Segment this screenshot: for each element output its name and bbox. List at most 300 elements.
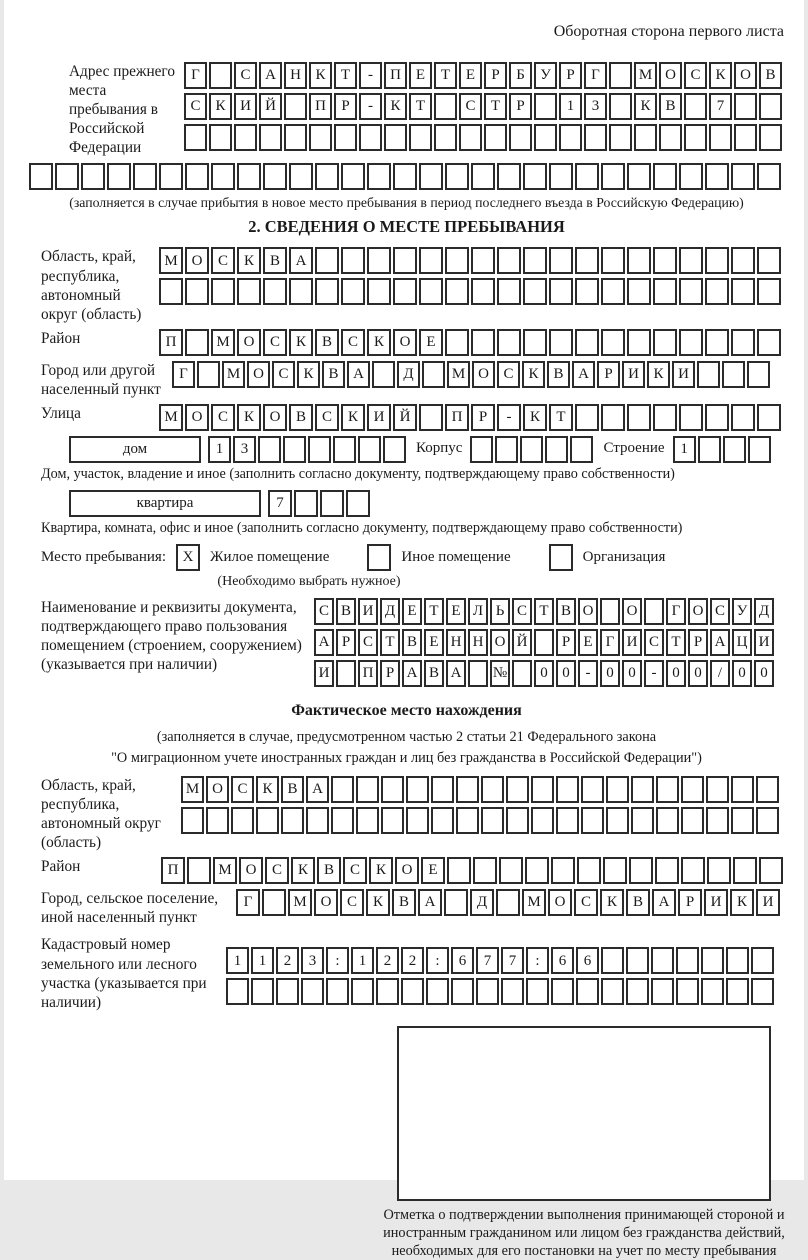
- char-cell[interactable]: О: [185, 247, 209, 274]
- char-cell[interactable]: С: [358, 629, 378, 656]
- char-cell[interactable]: Е: [419, 329, 443, 356]
- char-cell[interactable]: [419, 163, 443, 190]
- char-cell[interactable]: [684, 93, 707, 120]
- char-cell[interactable]: [358, 436, 381, 463]
- char-cell[interactable]: К: [237, 247, 261, 274]
- char-cell[interactable]: О: [239, 857, 263, 884]
- char-cell[interactable]: Г: [600, 629, 620, 656]
- char-cell[interactable]: Ь: [490, 598, 510, 625]
- char-cell[interactable]: К: [522, 361, 545, 388]
- char-cell[interactable]: [523, 247, 547, 274]
- char-cell[interactable]: К: [369, 857, 393, 884]
- char-cell[interactable]: [251, 978, 274, 1005]
- char-cell[interactable]: С: [497, 361, 520, 388]
- char-cell[interactable]: [731, 404, 755, 431]
- char-cell[interactable]: С: [341, 329, 365, 356]
- char-cell[interactable]: М: [634, 62, 657, 89]
- char-cell[interactable]: К: [647, 361, 670, 388]
- char-cell[interactable]: М: [288, 889, 312, 916]
- char-cell[interactable]: [315, 163, 339, 190]
- char-cell[interactable]: [601, 247, 625, 274]
- char-cell[interactable]: Т: [334, 62, 357, 89]
- char-cell[interactable]: В: [289, 404, 313, 431]
- char-cell[interactable]: 0: [666, 660, 686, 687]
- char-cell[interactable]: А: [289, 247, 313, 274]
- char-cell[interactable]: Г: [666, 598, 686, 625]
- char-cell[interactable]: [231, 807, 254, 834]
- char-cell[interactable]: [406, 776, 429, 803]
- char-cell[interactable]: М: [159, 404, 183, 431]
- char-cell[interactable]: 2: [376, 947, 399, 974]
- char-cell[interactable]: 0: [754, 660, 774, 687]
- char-cell[interactable]: [576, 978, 599, 1005]
- char-cell[interactable]: [289, 278, 313, 305]
- char-cell[interactable]: [456, 776, 479, 803]
- char-cell[interactable]: О: [263, 404, 287, 431]
- char-cell[interactable]: [497, 163, 521, 190]
- char-cell[interactable]: [525, 857, 549, 884]
- char-cell[interactable]: [197, 361, 220, 388]
- char-cell[interactable]: И: [367, 404, 391, 431]
- char-cell[interactable]: [644, 598, 664, 625]
- char-cell[interactable]: Р: [509, 93, 532, 120]
- char-cell[interactable]: [206, 807, 229, 834]
- char-cell[interactable]: [705, 247, 729, 274]
- char-cell[interactable]: [577, 857, 601, 884]
- char-cell[interactable]: [706, 776, 729, 803]
- char-cell[interactable]: [55, 163, 79, 190]
- char-cell[interactable]: [497, 247, 521, 274]
- char-cell[interactable]: А: [314, 629, 334, 656]
- char-cell[interactable]: [705, 163, 729, 190]
- char-cell[interactable]: [697, 361, 720, 388]
- char-cell[interactable]: [471, 247, 495, 274]
- char-cell[interactable]: 3: [233, 436, 256, 463]
- char-cell[interactable]: И: [704, 889, 728, 916]
- char-cell[interactable]: П: [358, 660, 378, 687]
- char-cell[interactable]: [512, 660, 532, 687]
- char-cell[interactable]: С: [272, 361, 295, 388]
- char-cell[interactable]: 6: [576, 947, 599, 974]
- char-cell[interactable]: В: [315, 329, 339, 356]
- char-cell[interactable]: [556, 776, 579, 803]
- char-cell[interactable]: [334, 124, 357, 151]
- char-cell[interactable]: [549, 163, 573, 190]
- char-cell[interactable]: [631, 807, 654, 834]
- char-cell[interactable]: С: [265, 857, 289, 884]
- char-cell[interactable]: [656, 807, 679, 834]
- char-cell[interactable]: [383, 436, 406, 463]
- char-cell[interactable]: [731, 163, 755, 190]
- char-cell[interactable]: С: [340, 889, 364, 916]
- char-cell[interactable]: Т: [484, 93, 507, 120]
- char-cell[interactable]: Л: [468, 598, 488, 625]
- char-cell[interactable]: [531, 776, 554, 803]
- char-cell[interactable]: [341, 247, 365, 274]
- char-cell[interactable]: [653, 329, 677, 356]
- char-cell[interactable]: [751, 978, 774, 1005]
- char-cell[interactable]: П: [445, 404, 469, 431]
- char-cell[interactable]: К: [289, 329, 313, 356]
- char-cell[interactable]: 0: [732, 660, 752, 687]
- char-cell[interactable]: Е: [402, 598, 422, 625]
- char-cell[interactable]: [731, 278, 755, 305]
- char-cell[interactable]: [601, 329, 625, 356]
- char-cell[interactable]: [575, 404, 599, 431]
- char-cell[interactable]: Д: [470, 889, 494, 916]
- char-cell[interactable]: У: [732, 598, 752, 625]
- char-cell[interactable]: [609, 124, 632, 151]
- char-cell[interactable]: К: [600, 889, 624, 916]
- char-cell[interactable]: Р: [559, 62, 582, 89]
- char-cell[interactable]: [705, 278, 729, 305]
- char-cell[interactable]: Г: [184, 62, 207, 89]
- char-cell[interactable]: [367, 278, 391, 305]
- char-cell[interactable]: [284, 124, 307, 151]
- char-cell[interactable]: [351, 978, 374, 1005]
- char-cell[interactable]: [705, 404, 729, 431]
- char-cell[interactable]: [294, 490, 318, 517]
- char-cell[interactable]: [237, 163, 261, 190]
- char-cell[interactable]: А: [446, 660, 466, 687]
- char-cell[interactable]: [723, 436, 746, 463]
- char-cell[interactable]: [559, 124, 582, 151]
- char-cell[interactable]: [331, 807, 354, 834]
- char-cell[interactable]: С: [343, 857, 367, 884]
- char-cell[interactable]: [211, 163, 235, 190]
- char-cell[interactable]: К: [309, 62, 332, 89]
- char-cell[interactable]: 7: [709, 93, 732, 120]
- char-cell[interactable]: М: [522, 889, 546, 916]
- char-cell[interactable]: [731, 807, 754, 834]
- char-cell[interactable]: Р: [336, 629, 356, 656]
- char-cell[interactable]: 0: [600, 660, 620, 687]
- char-cell[interactable]: А: [306, 776, 329, 803]
- char-cell[interactable]: [341, 163, 365, 190]
- char-cell[interactable]: Й: [259, 93, 282, 120]
- char-cell[interactable]: Г: [584, 62, 607, 89]
- char-cell[interactable]: [601, 947, 624, 974]
- char-cell[interactable]: [367, 247, 391, 274]
- char-cell[interactable]: В: [322, 361, 345, 388]
- char-cell[interactable]: Р: [678, 889, 702, 916]
- char-cell[interactable]: [627, 278, 651, 305]
- char-cell[interactable]: [601, 278, 625, 305]
- char-cell[interactable]: [551, 857, 575, 884]
- char-cell[interactable]: [731, 776, 754, 803]
- char-cell[interactable]: [359, 124, 382, 151]
- char-cell[interactable]: О: [395, 857, 419, 884]
- char-cell[interactable]: [634, 124, 657, 151]
- char-cell[interactable]: К: [634, 93, 657, 120]
- char-cell[interactable]: [603, 857, 627, 884]
- char-cell[interactable]: [681, 807, 704, 834]
- char-cell[interactable]: Д: [380, 598, 400, 625]
- char-cell[interactable]: Р: [597, 361, 620, 388]
- char-cell[interactable]: П: [161, 857, 185, 884]
- char-cell[interactable]: [651, 947, 674, 974]
- char-cell[interactable]: [419, 247, 443, 274]
- char-cell[interactable]: [681, 857, 705, 884]
- char-cell[interactable]: С: [211, 404, 235, 431]
- char-cell[interactable]: 1: [559, 93, 582, 120]
- char-cell[interactable]: Н: [446, 629, 466, 656]
- char-cell[interactable]: [356, 776, 379, 803]
- char-cell[interactable]: :: [326, 947, 349, 974]
- char-cell[interactable]: [401, 978, 424, 1005]
- char-cell[interactable]: 1: [351, 947, 374, 974]
- char-cell[interactable]: [426, 978, 449, 1005]
- char-cell[interactable]: [256, 807, 279, 834]
- char-cell[interactable]: [181, 807, 204, 834]
- char-cell[interactable]: [495, 436, 518, 463]
- char-cell[interactable]: В: [281, 776, 304, 803]
- char-cell[interactable]: [757, 278, 781, 305]
- char-cell[interactable]: [497, 329, 521, 356]
- char-cell[interactable]: [747, 361, 770, 388]
- char-cell[interactable]: [726, 947, 749, 974]
- char-cell[interactable]: [627, 247, 651, 274]
- char-cell[interactable]: [679, 404, 703, 431]
- char-cell[interactable]: [445, 163, 469, 190]
- char-cell[interactable]: [259, 124, 282, 151]
- char-cell[interactable]: [445, 329, 469, 356]
- char-cell[interactable]: [456, 807, 479, 834]
- char-cell[interactable]: О: [659, 62, 682, 89]
- char-cell[interactable]: [757, 247, 781, 274]
- char-cell[interactable]: [445, 278, 469, 305]
- char-cell[interactable]: №: [490, 660, 510, 687]
- char-cell[interactable]: [209, 62, 232, 89]
- char-cell[interactable]: [705, 329, 729, 356]
- char-cell[interactable]: [284, 93, 307, 120]
- char-cell[interactable]: А: [259, 62, 282, 89]
- char-cell[interactable]: В: [556, 598, 576, 625]
- char-cell[interactable]: [581, 807, 604, 834]
- char-cell[interactable]: [499, 857, 523, 884]
- char-cell[interactable]: 1: [673, 436, 696, 463]
- char-cell[interactable]: [211, 278, 235, 305]
- char-cell[interactable]: С: [263, 329, 287, 356]
- char-cell[interactable]: У: [534, 62, 557, 89]
- char-cell[interactable]: [626, 978, 649, 1005]
- char-cell[interactable]: [575, 163, 599, 190]
- char-cell[interactable]: М: [211, 329, 235, 356]
- char-cell[interactable]: Е: [424, 629, 444, 656]
- char-cell[interactable]: [444, 889, 468, 916]
- char-cell[interactable]: :: [526, 947, 549, 974]
- char-cell[interactable]: В: [759, 62, 782, 89]
- char-cell[interactable]: [431, 807, 454, 834]
- char-cell[interactable]: [481, 776, 504, 803]
- char-cell[interactable]: 0: [688, 660, 708, 687]
- char-cell[interactable]: [459, 124, 482, 151]
- char-cell[interactable]: С: [644, 629, 664, 656]
- char-cell[interactable]: [722, 361, 745, 388]
- char-cell[interactable]: А: [418, 889, 442, 916]
- char-cell[interactable]: С: [184, 93, 207, 120]
- char-cell[interactable]: Е: [446, 598, 466, 625]
- char-cell[interactable]: [698, 436, 721, 463]
- char-cell[interactable]: [601, 404, 625, 431]
- char-cell[interactable]: Р: [556, 629, 576, 656]
- char-cell[interactable]: А: [710, 629, 730, 656]
- char-cell[interactable]: Г: [172, 361, 195, 388]
- char-cell[interactable]: [734, 93, 757, 120]
- char-cell[interactable]: [520, 436, 543, 463]
- char-cell[interactable]: Т: [666, 629, 686, 656]
- char-cell[interactable]: С: [710, 598, 730, 625]
- char-cell[interactable]: 2: [276, 947, 299, 974]
- char-cell[interactable]: [306, 807, 329, 834]
- char-cell[interactable]: П: [309, 93, 332, 120]
- char-cell[interactable]: [393, 163, 417, 190]
- char-cell[interactable]: [185, 329, 209, 356]
- char-cell[interactable]: С: [684, 62, 707, 89]
- char-cell[interactable]: [757, 404, 781, 431]
- char-cell[interactable]: К: [341, 404, 365, 431]
- char-cell[interactable]: С: [314, 598, 334, 625]
- char-cell[interactable]: [283, 436, 306, 463]
- char-cell[interactable]: В: [336, 598, 356, 625]
- char-cell[interactable]: [526, 978, 549, 1005]
- char-cell[interactable]: Е: [578, 629, 598, 656]
- char-cell[interactable]: Й: [393, 404, 417, 431]
- char-cell[interactable]: А: [652, 889, 676, 916]
- char-cell[interactable]: В: [547, 361, 570, 388]
- char-cell[interactable]: В: [402, 629, 422, 656]
- char-cell[interactable]: 6: [551, 947, 574, 974]
- char-cell[interactable]: [434, 93, 457, 120]
- char-cell[interactable]: [451, 978, 474, 1005]
- char-cell[interactable]: [376, 978, 399, 1005]
- char-cell[interactable]: [655, 857, 679, 884]
- char-cell[interactable]: Н: [284, 62, 307, 89]
- char-cell[interactable]: [726, 978, 749, 1005]
- char-cell[interactable]: [468, 660, 488, 687]
- char-cell[interactable]: [701, 947, 724, 974]
- char-cell[interactable]: [551, 978, 574, 1005]
- char-cell[interactable]: Р: [484, 62, 507, 89]
- char-cell[interactable]: Р: [688, 629, 708, 656]
- char-cell[interactable]: О: [490, 629, 510, 656]
- char-cell[interactable]: О: [237, 329, 261, 356]
- char-cell[interactable]: Р: [334, 93, 357, 120]
- char-cell[interactable]: О: [185, 404, 209, 431]
- char-cell[interactable]: М: [222, 361, 245, 388]
- char-cell[interactable]: [575, 329, 599, 356]
- char-cell[interactable]: [309, 124, 332, 151]
- char-cell[interactable]: [653, 247, 677, 274]
- char-cell[interactable]: [679, 329, 703, 356]
- char-cell[interactable]: [681, 776, 704, 803]
- char-cell[interactable]: К: [209, 93, 232, 120]
- char-cell[interactable]: И: [234, 93, 257, 120]
- char-cell[interactable]: [601, 978, 624, 1005]
- other-premises-checkbox[interactable]: [367, 544, 391, 571]
- char-cell[interactable]: 7: [501, 947, 524, 974]
- char-cell[interactable]: [653, 163, 677, 190]
- char-cell[interactable]: 1: [251, 947, 274, 974]
- char-cell[interactable]: [484, 124, 507, 151]
- char-cell[interactable]: П: [159, 329, 183, 356]
- char-cell[interactable]: [506, 776, 529, 803]
- char-cell[interactable]: [506, 807, 529, 834]
- char-cell[interactable]: [549, 329, 573, 356]
- char-cell[interactable]: [226, 978, 249, 1005]
- char-cell[interactable]: 1: [226, 947, 249, 974]
- char-cell[interactable]: Д: [397, 361, 420, 388]
- char-cell[interactable]: [545, 436, 568, 463]
- char-cell[interactable]: [184, 124, 207, 151]
- char-cell[interactable]: О: [472, 361, 495, 388]
- char-cell[interactable]: [187, 857, 211, 884]
- char-cell[interactable]: [659, 124, 682, 151]
- char-cell[interactable]: Р: [471, 404, 495, 431]
- char-cell[interactable]: [707, 857, 731, 884]
- char-cell[interactable]: [326, 978, 349, 1005]
- char-cell[interactable]: 3: [584, 93, 607, 120]
- char-cell[interactable]: :: [426, 947, 449, 974]
- char-cell[interactable]: 3: [301, 947, 324, 974]
- char-cell[interactable]: О: [393, 329, 417, 356]
- char-cell[interactable]: -: [359, 93, 382, 120]
- char-cell[interactable]: [701, 978, 724, 1005]
- char-cell[interactable]: [534, 629, 554, 656]
- char-cell[interactable]: И: [314, 660, 334, 687]
- char-cell[interactable]: -: [578, 660, 598, 687]
- char-cell[interactable]: И: [754, 629, 774, 656]
- char-cell[interactable]: [289, 163, 313, 190]
- char-cell[interactable]: [341, 278, 365, 305]
- char-cell[interactable]: М: [213, 857, 237, 884]
- char-cell[interactable]: К: [730, 889, 754, 916]
- char-cell[interactable]: [367, 163, 391, 190]
- char-cell[interactable]: [631, 776, 654, 803]
- char-cell[interactable]: [609, 93, 632, 120]
- char-cell[interactable]: 0: [556, 660, 576, 687]
- char-cell[interactable]: [481, 807, 504, 834]
- char-cell[interactable]: [496, 889, 520, 916]
- char-cell[interactable]: [308, 436, 331, 463]
- char-cell[interactable]: [757, 163, 781, 190]
- char-cell[interactable]: [133, 163, 157, 190]
- char-cell[interactable]: [733, 857, 757, 884]
- char-cell[interactable]: А: [402, 660, 422, 687]
- char-cell[interactable]: [731, 329, 755, 356]
- char-cell[interactable]: М: [181, 776, 204, 803]
- char-cell[interactable]: [419, 278, 443, 305]
- char-cell[interactable]: 0: [622, 660, 642, 687]
- char-cell[interactable]: [759, 124, 782, 151]
- char-cell[interactable]: [159, 278, 183, 305]
- char-cell[interactable]: [523, 278, 547, 305]
- char-cell[interactable]: М: [159, 247, 183, 274]
- char-cell[interactable]: [320, 490, 344, 517]
- char-cell[interactable]: [629, 857, 653, 884]
- char-cell[interactable]: О: [206, 776, 229, 803]
- char-cell[interactable]: О: [548, 889, 572, 916]
- char-cell[interactable]: [501, 978, 524, 1005]
- char-cell[interactable]: [584, 124, 607, 151]
- char-cell[interactable]: Е: [409, 62, 432, 89]
- char-cell[interactable]: О: [314, 889, 338, 916]
- char-cell[interactable]: О: [734, 62, 757, 89]
- char-cell[interactable]: О: [247, 361, 270, 388]
- char-cell[interactable]: С: [211, 247, 235, 274]
- char-cell[interactable]: Г: [236, 889, 260, 916]
- char-cell[interactable]: Е: [459, 62, 482, 89]
